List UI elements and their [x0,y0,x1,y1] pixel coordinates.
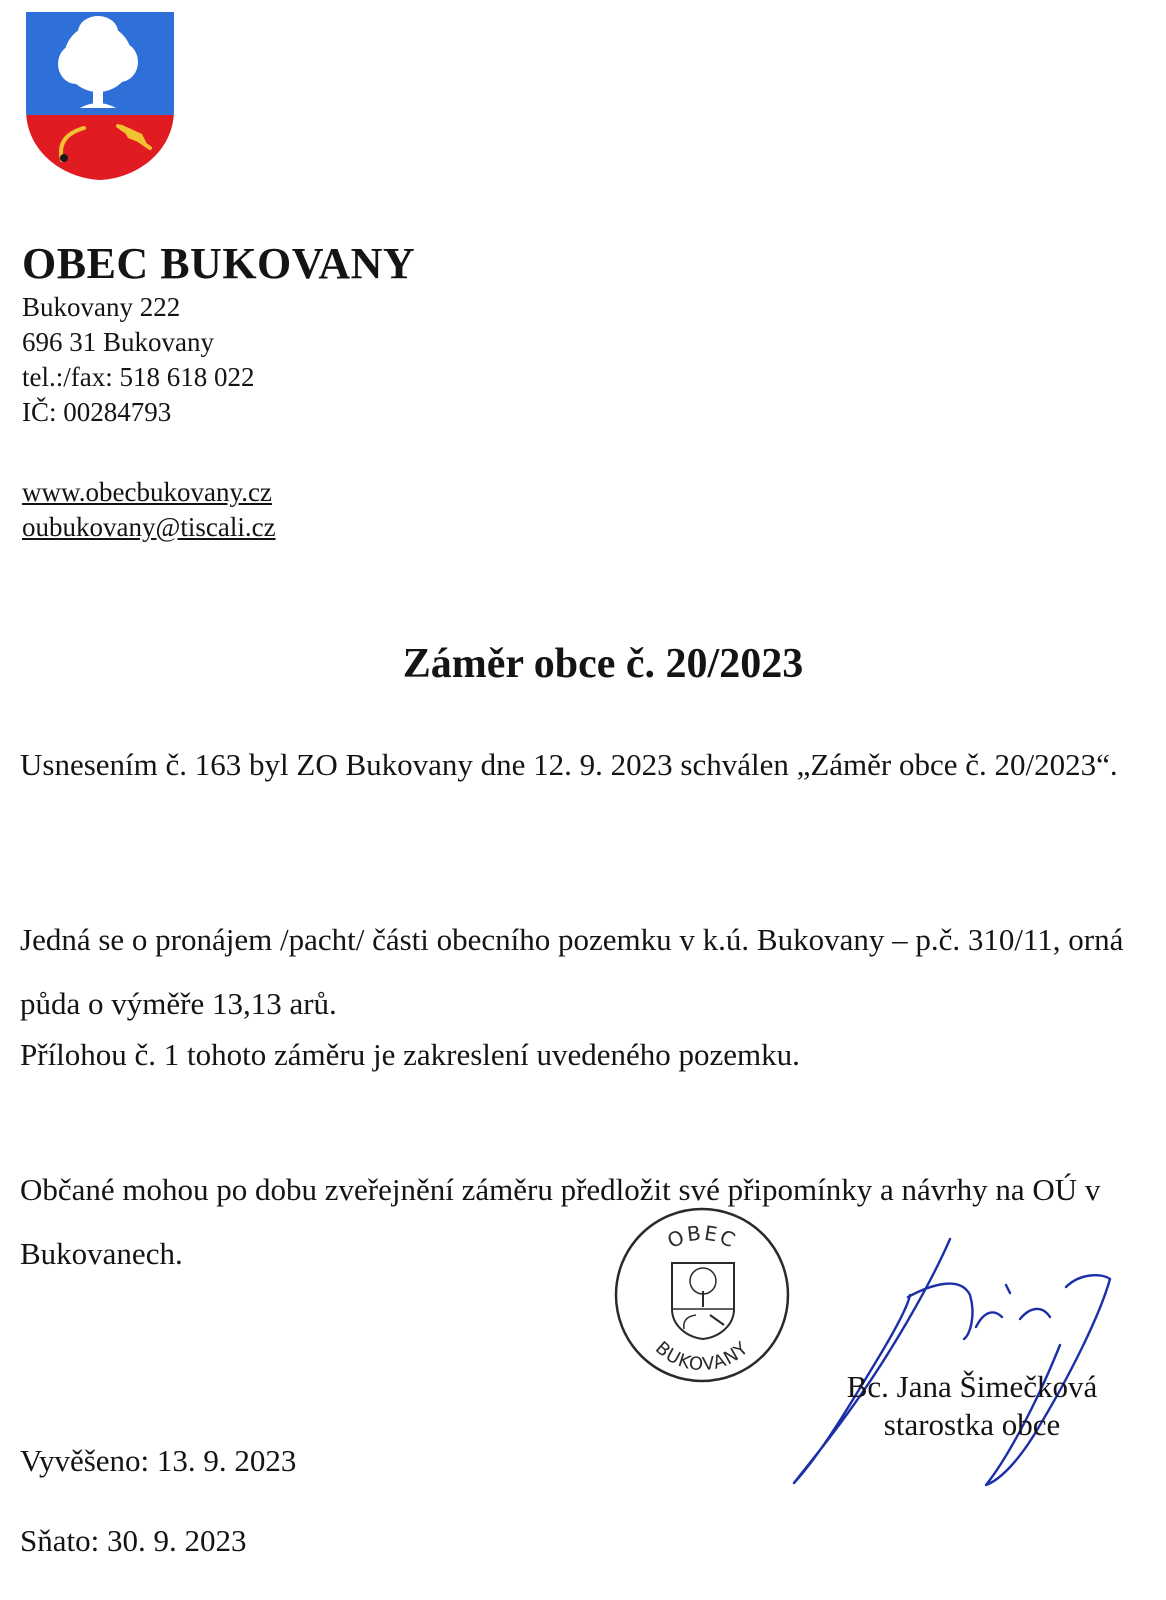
email-link[interactable]: oubukovany@tiscali.cz [22,512,276,542]
stamp-top-text: OBEC [663,1220,741,1254]
paragraph-resolution: Usnesením č. 163 byl ZO Bukovany dne 12. 9. 2023 schválen „Záměr obce č. 20/2023“. [20,747,1118,782]
paragraph-lease: Jedná se o pronájem /pacht/ části obecního pozemku v k.ú. Bukovany – p.č. 310/11, orná půda o výměře 13,13 arů. [20,922,1124,1021]
document-title-text: Záměr obce č. 20/2023 [402,641,804,687]
signer-block [822,1368,1122,1444]
coat-of-arms-logo [24,10,176,182]
paragraph-attachment: Přílohou č. 1 tohoto záměru je zakreslení uvedeného pozemku. [20,1037,800,1072]
address-block [22,290,254,430]
contact-links [22,475,276,545]
signer-name: Bc. Jana Šimečková [846,1369,1098,1404]
posted-date: Vyvěšeno: 13. 9. 2023 [20,1443,297,1478]
stamp-bottom-text: BUKOVANY [651,1337,753,1376]
address-line-street: Bukovany 222 [22,292,181,322]
paragraph-comments: Občané mohou po dobu zveřejnění záměru předložit své připomínky a návrhy na OÚ v Bukovanech. [20,1172,1101,1271]
document-title [0,640,1166,688]
address-line-company-id: IČ: 00284793 [22,397,172,427]
signer-role: starostka obce [883,1407,1061,1442]
org-name: OBEC BUKOVANY [22,239,416,288]
website-link[interactable]: www.obecbukovany.cz [22,477,272,507]
svg-text:OBEC [664,1221,741,1254]
address-line-city: 696 31 Bukovany [22,327,214,357]
address-line-phone: tel.:/fax: 518 618 022 [22,362,255,392]
official-stamp [612,1205,792,1385]
svg-text:BUKOVANY [651,1338,753,1376]
removed-date: Sňato: 30. 9. 2023 [20,1523,247,1558]
